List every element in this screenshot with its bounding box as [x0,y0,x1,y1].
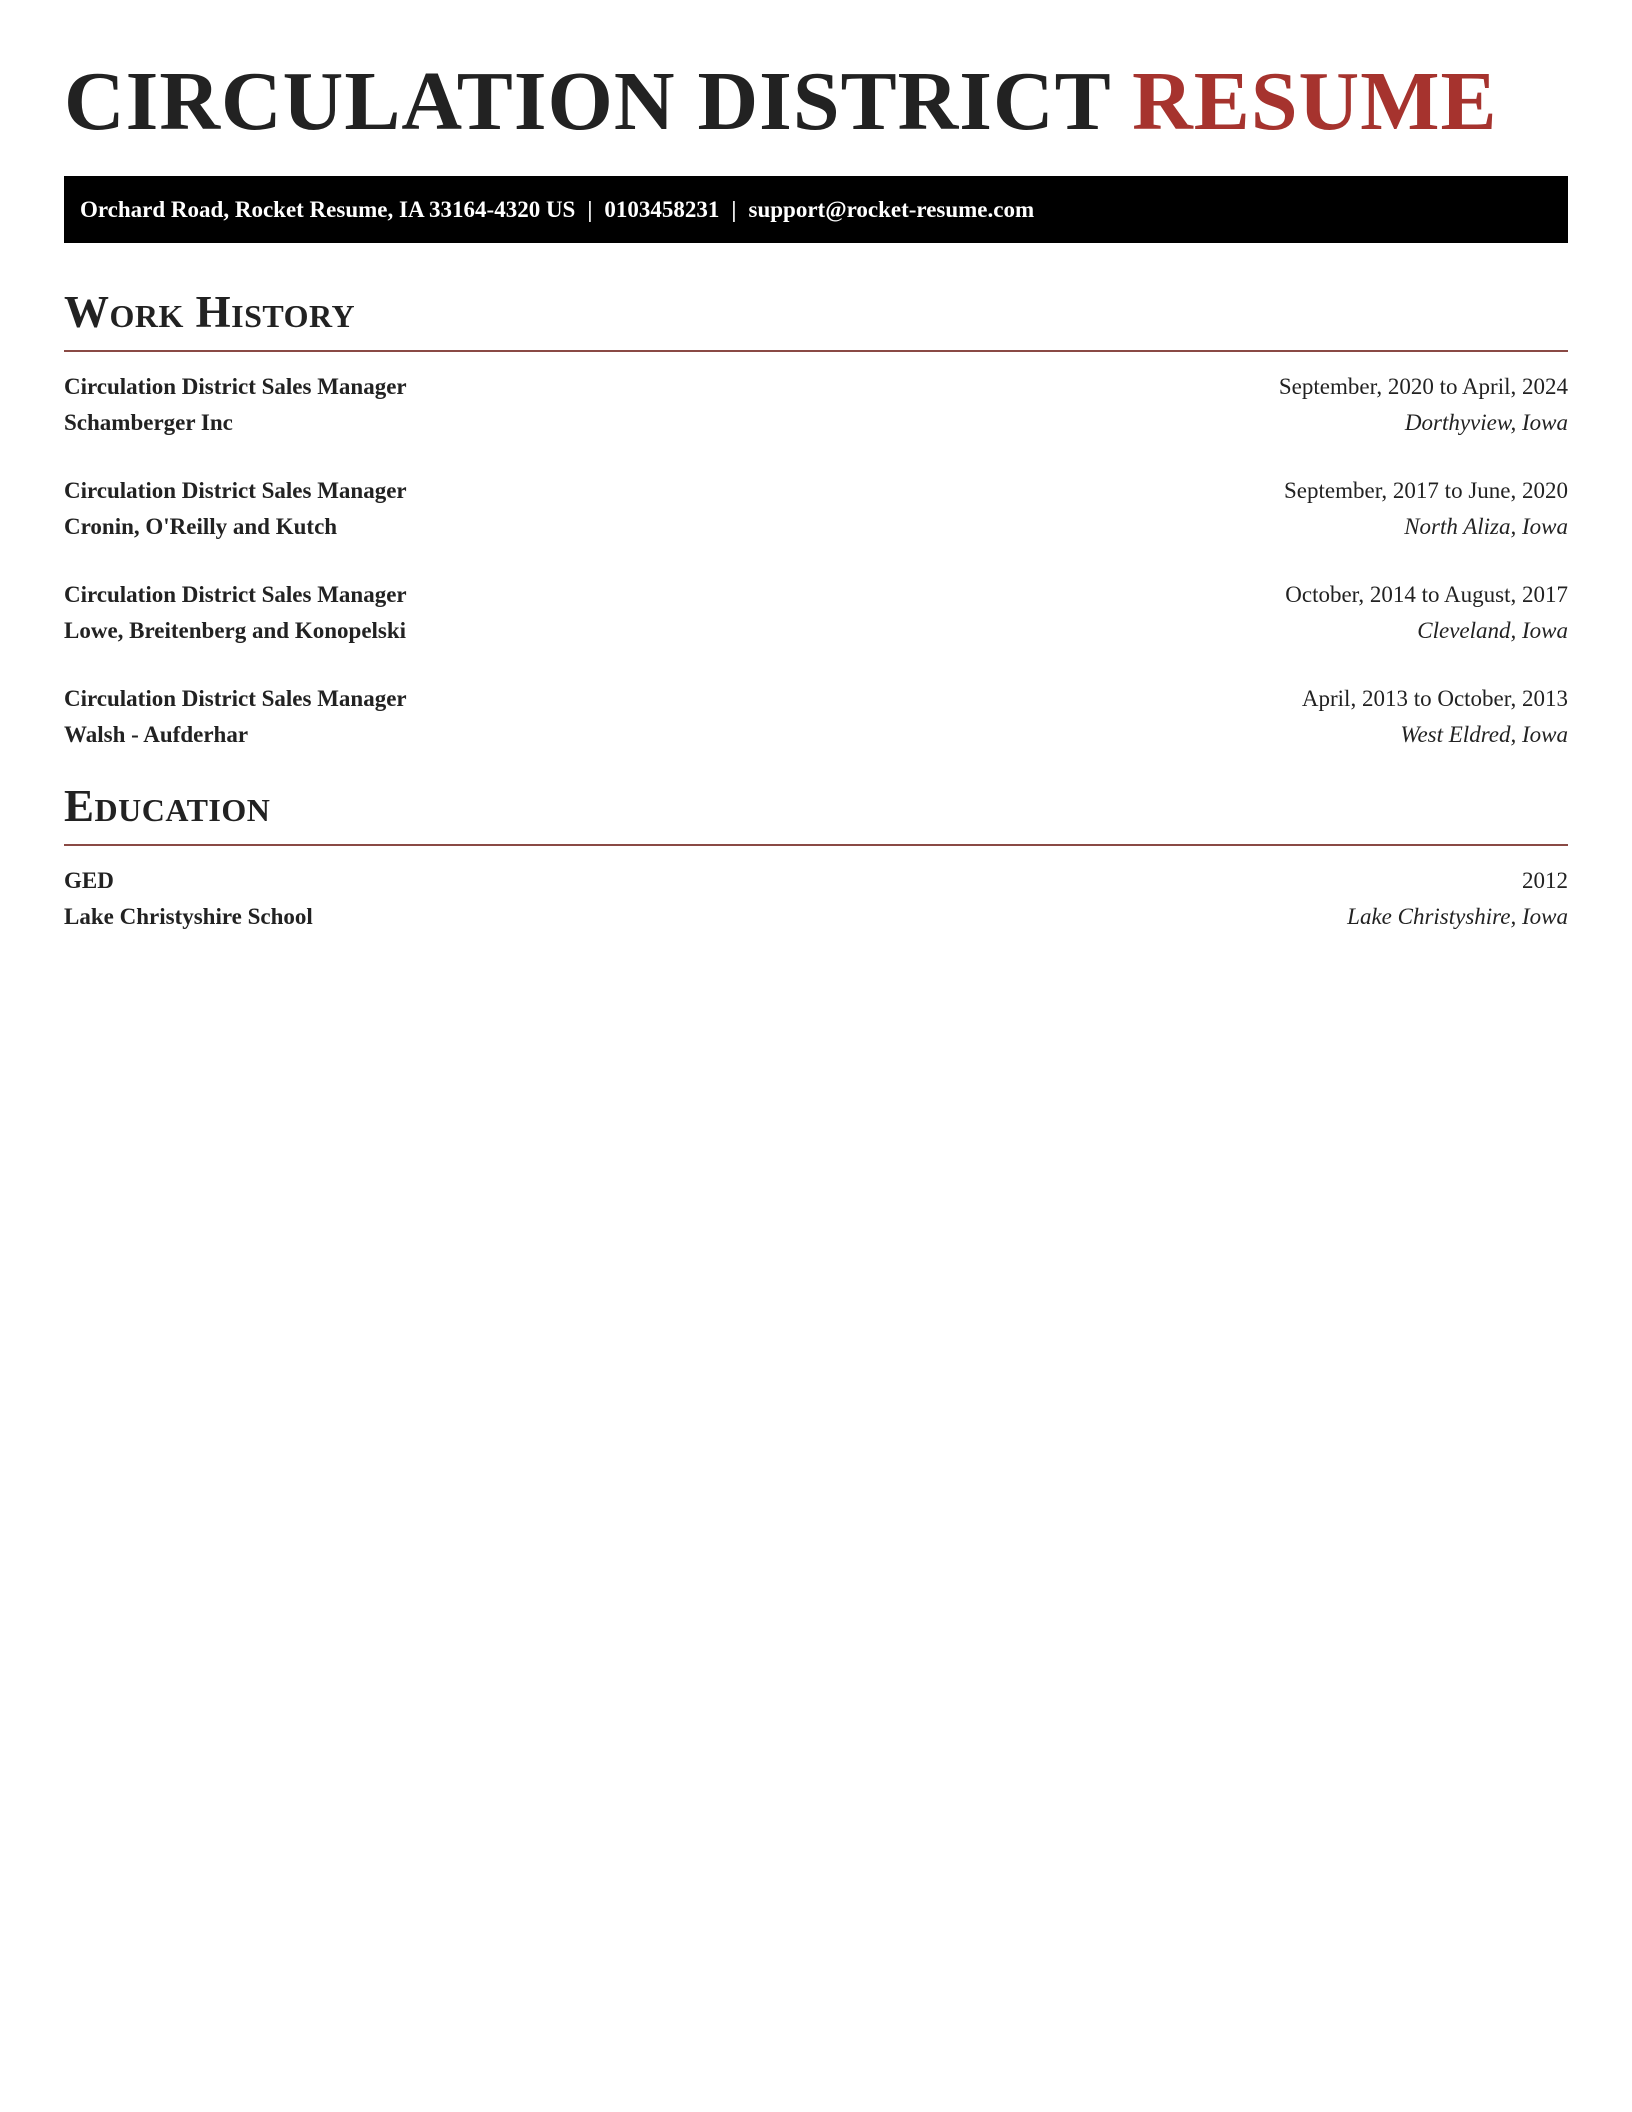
work-history-divider [64,350,1568,352]
contact-separator: | [731,197,737,222]
job-location: Cleveland, Iowa [1417,618,1568,643]
job-title: Circulation District Sales Manager [64,478,407,503]
title-main: CIRCULATION DISTRICT [64,55,1111,148]
work-entry [64,369,1568,441]
education-heading: Education [64,781,271,831]
contact-email[interactable]: support@rocket-resume.com [748,197,1035,222]
job-title: Circulation District Sales Manager [64,686,407,711]
job-location: Dorthyview, Iowa [1404,410,1568,435]
work-entry [64,473,1568,545]
degree: GED [64,868,114,893]
job-dates: April, 2013 to October, 2013 [1301,686,1568,711]
title-accent: RESUME [1132,55,1498,148]
job-dates: September, 2017 to June, 2020 [1284,478,1568,503]
graduation-year: 2012 [1522,868,1568,893]
work-entry [64,681,1568,753]
work-entry [64,577,1568,649]
job-dates: October, 2014 to August, 2017 [1285,582,1568,607]
resume-page [64,0,1568,935]
education-entry [64,863,1568,935]
resume-title [64,0,1568,156]
contact-bar [64,176,1568,243]
company-name: Lowe, Breitenberg and Konopelski [64,618,407,643]
education-divider [64,844,1568,846]
school-location: Lake Christyshire, Iowa [1347,904,1568,929]
company-name: Schamberger Inc [64,410,233,435]
contact-phone: 0103458231 [604,197,720,222]
contact-separator: | [587,197,593,222]
job-location: North Aliza, Iowa [1404,514,1568,539]
job-title: Circulation District Sales Manager [64,582,407,607]
job-location: West Eldred, Iowa [1400,722,1568,747]
job-title: Circulation District Sales Manager [64,374,407,399]
contact-address: Orchard Road, Rocket Resume, IA 33164-4320 US [80,197,576,222]
company-name: Cronin, O'Reilly and Kutch [64,514,338,539]
school-name: Lake Christyshire School [64,904,313,929]
work-history-heading: Work History [64,287,356,337]
job-dates: September, 2020 to April, 2024 [1278,374,1568,399]
company-name: Walsh - Aufderhar [64,722,249,747]
